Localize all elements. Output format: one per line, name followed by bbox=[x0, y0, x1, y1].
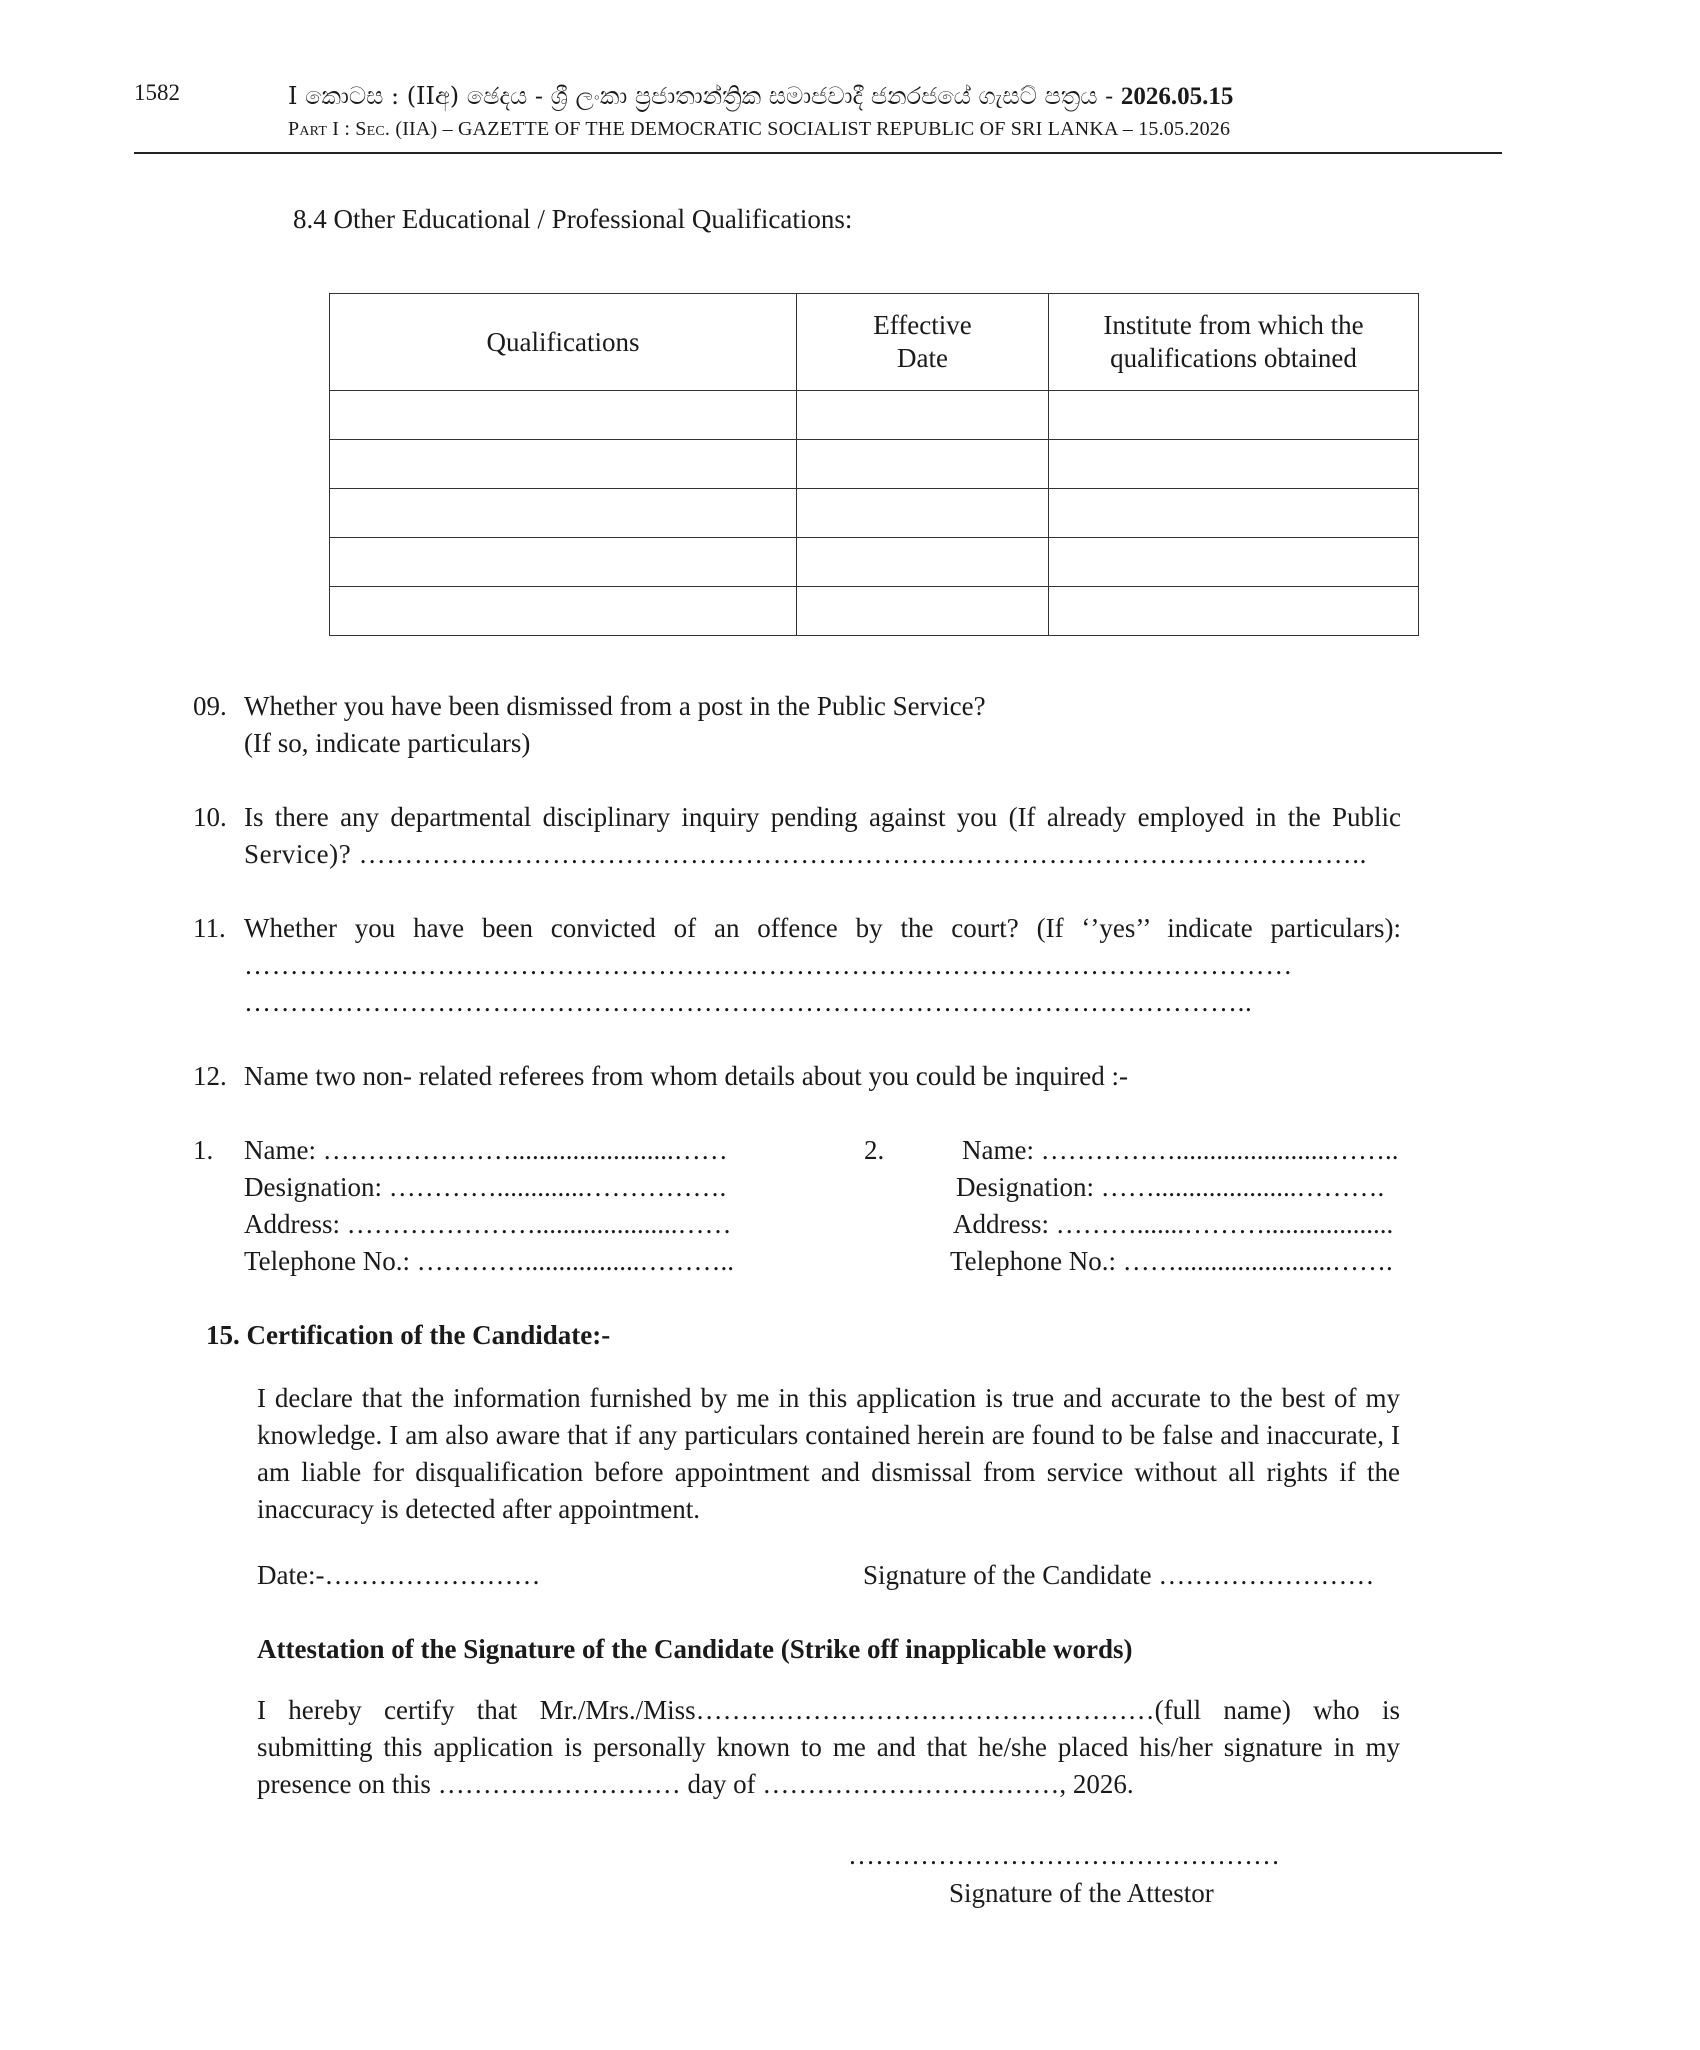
column-header-effective-date-text: Effective Date bbox=[873, 310, 972, 373]
referee-1-designation-field[interactable]: Designation: ………….............……………. bbox=[244, 1172, 727, 1202]
gazette-header-english-text: (IIA) – GAZETTE OF THE DEMOCRATIC SOCIALIST REPUBLIC OF SRI LANKA – 15.05.2026 bbox=[395, 118, 1231, 140]
q09-subtext: (If so, indicate particulars) bbox=[244, 728, 531, 758]
q10-number: 10. bbox=[193, 802, 227, 832]
attestor-signature-line[interactable]: ………………………………………… bbox=[848, 1840, 1280, 1870]
referee-2-name-field[interactable]: Name: …………….......................…….. bbox=[962, 1135, 1399, 1165]
attestor-signature-label: Signature of the Attestor bbox=[949, 1878, 1214, 1908]
q12-number: 12. bbox=[193, 1061, 227, 1091]
page-number: 1582 bbox=[134, 80, 180, 105]
table-cell[interactable] bbox=[1049, 587, 1419, 636]
table-cell[interactable] bbox=[1049, 440, 1419, 489]
table-cell[interactable] bbox=[797, 391, 1049, 440]
q11-number: 11. bbox=[193, 913, 226, 943]
column-header-institute bbox=[1049, 294, 1419, 391]
table-cell[interactable] bbox=[330, 538, 797, 587]
referee-1-telephone-field[interactable]: Telephone No.: ………….................……….. bbox=[244, 1246, 735, 1276]
table-cell[interactable] bbox=[797, 440, 1049, 489]
gazette-header-part: Part I : Sec. bbox=[288, 118, 391, 140]
table-cell[interactable] bbox=[330, 489, 797, 538]
candidate-date-field[interactable]: Date:-…………………… bbox=[257, 1560, 541, 1590]
table-row bbox=[330, 489, 1419, 538]
section-8-4-title: 8.4 Other Educational / Professional Qualifications: bbox=[293, 204, 853, 234]
table-cell[interactable] bbox=[797, 587, 1049, 636]
candidate-signature-field[interactable]: Signature of the Candidate …………………… bbox=[863, 1560, 1375, 1590]
q09-number: 09. bbox=[193, 691, 227, 721]
gazette-header-sinhala-date: 2026.05.15 bbox=[1120, 83, 1234, 110]
referee-1-name-field[interactable]: Name: …………………........................…… bbox=[244, 1135, 728, 1165]
referee-2-designation-field[interactable]: Designation: …….....................………. bbox=[956, 1172, 1385, 1202]
table-cell[interactable] bbox=[330, 587, 797, 636]
q10-line2[interactable]: Service)? ……………………………………………………………………………………………….. bbox=[244, 839, 1367, 869]
table-row bbox=[330, 440, 1419, 489]
q09-text: Whether you have been dismissed from a post in the Public Service? bbox=[244, 691, 986, 721]
referee-1-address-field[interactable]: Address: ………………….....................…… bbox=[244, 1209, 732, 1239]
referee-1-number: 1. bbox=[193, 1135, 214, 1165]
q11-line3[interactable]: ……………………………………………………………………………………………….. bbox=[244, 987, 1253, 1017]
attestation-paragraph: I hereby certify that Mr./Mrs./Miss……………………………………………(full name) who is submitting this application is personally known to me and that he/she placed his/her signature in my presence on this ……………………… day of ……………………………, 2026. bbox=[257, 1695, 1400, 1799]
qualifications-table bbox=[329, 293, 1419, 636]
certification-paragraph: I declare that the information furnished by me in this application is true and accurate to the best of my knowledge. I am also aware that if any particulars contained herein are found to be false and inaccurate, I am liable for disqualification before appointment and dismissal from service without all rights if the inaccuracy is detected after appointment. bbox=[257, 1383, 1400, 1524]
table-cell[interactable] bbox=[797, 489, 1049, 538]
attestation-heading: Attestation of the Signature of the Candidate (Strike off inapplicable words) bbox=[257, 1634, 1133, 1664]
column-header-qualifications: Qualifications bbox=[330, 294, 797, 391]
table-cell[interactable] bbox=[797, 538, 1049, 587]
q12-text: Name two non- related referees from whom details about you could be inquired :- bbox=[244, 1061, 1128, 1091]
table-row bbox=[330, 391, 1419, 440]
column-header-effective-date bbox=[797, 294, 1049, 391]
column-header-institute-text: Institute from which the qualifications obtained bbox=[1103, 310, 1364, 373]
referee-2-telephone-field[interactable]: Telephone No.: …….......................……. bbox=[950, 1246, 1393, 1276]
table-cell[interactable] bbox=[330, 440, 797, 489]
table-header-row bbox=[330, 294, 1419, 391]
table-cell[interactable] bbox=[1049, 391, 1419, 440]
table-cell[interactable] bbox=[330, 391, 797, 440]
q11-line2[interactable]: …………………………………………………………………………………………………… bbox=[244, 950, 1293, 980]
referee-2-number: 2. bbox=[864, 1135, 885, 1165]
header-divider bbox=[134, 152, 1502, 154]
q10-line1: Is there any departmental disciplinary inquiry pending against you (If already employed in the Public bbox=[244, 802, 1401, 832]
table-row bbox=[330, 538, 1419, 587]
certification-heading: 15. Certification of the Candidate:- bbox=[206, 1320, 611, 1350]
table-cell[interactable] bbox=[1049, 489, 1419, 538]
table-row bbox=[330, 587, 1419, 636]
gazette-header-sinhala-text: I කොටස : (IIඅ) ඡෙදය - ශ්‍රී ලංකා ප්‍රජාතාන්ත්‍රික සමාජවාදී ජනරජයේ ගැසට් පත්‍රය - bbox=[288, 82, 1121, 110]
referee-2-address-field[interactable]: Address: ……….......………................... bbox=[953, 1209, 1394, 1239]
table-cell[interactable] bbox=[1049, 538, 1419, 587]
gazette-header-sinhala bbox=[288, 82, 1233, 111]
q11-line1: Whether you have been convicted of an offence by the court? (If ‘’yes’’ indicate particulars): bbox=[244, 913, 1401, 943]
gazette-header-english bbox=[288, 118, 1230, 141]
